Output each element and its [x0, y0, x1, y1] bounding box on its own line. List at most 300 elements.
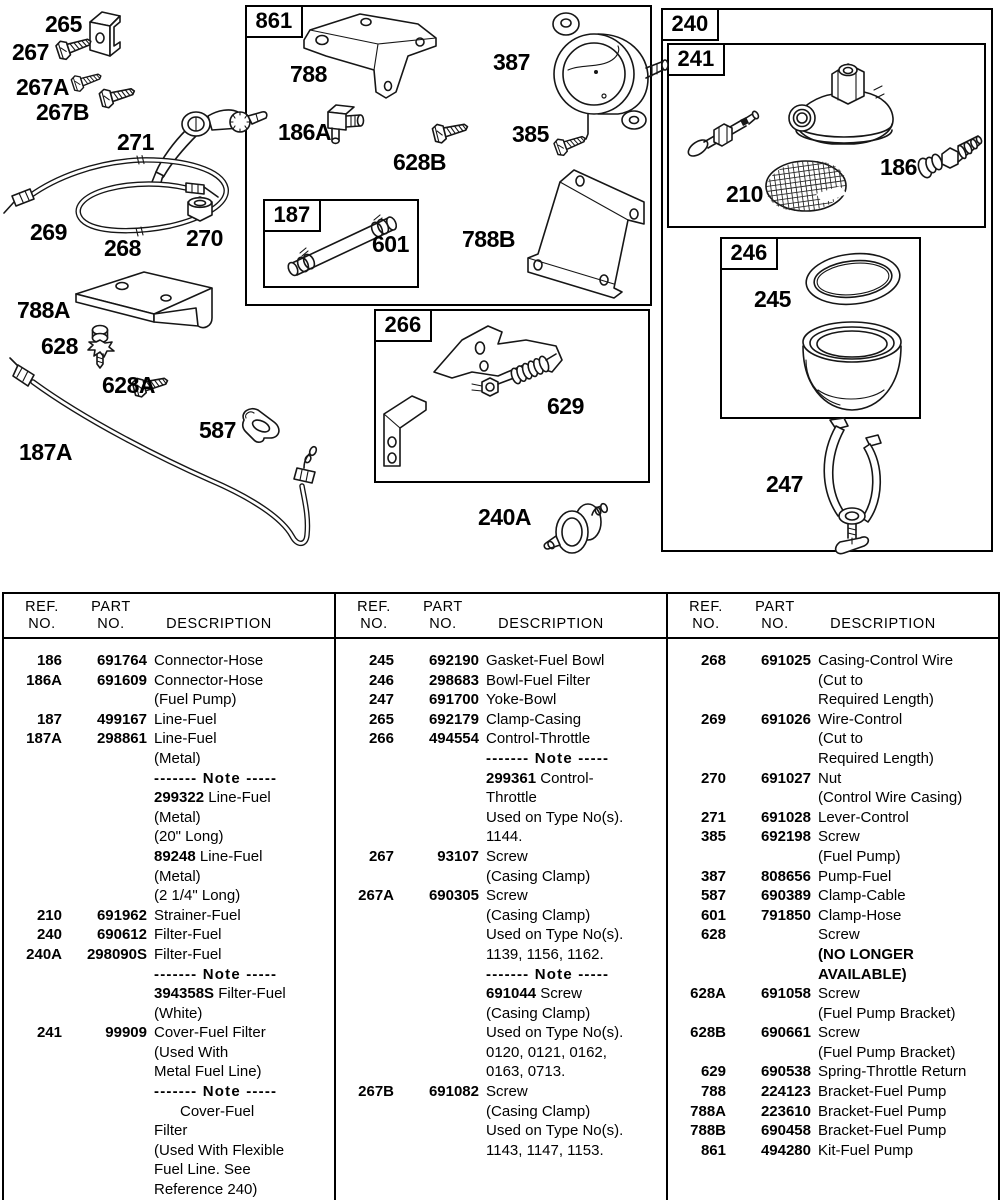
part-label-788B: 788B [462, 226, 515, 252]
description-cell: Casing-Control Wire [818, 652, 954, 669]
note-separator: ------- Note ----- [486, 749, 610, 767]
ref-no-cell: 240 [36, 926, 62, 944]
description-cell: Bracket-Fuel Pump [818, 1122, 947, 1140]
part-no-cell: 691764 [96, 652, 147, 669]
table-row [336, 809, 666, 829]
part-label-187A: 187A [19, 439, 72, 465]
description-cell: 299361 Control- [486, 769, 594, 787]
table-row [668, 887, 998, 907]
part-label-265: 265 [45, 11, 82, 37]
description-cell: Screw [486, 847, 528, 865]
box-label-240: 240 [661, 8, 720, 41]
note-part-no: 299322 [154, 789, 205, 807]
ref-no-cell: 187A [26, 730, 62, 748]
header-description: DESCRIPTION [166, 616, 272, 632]
table-row [4, 770, 334, 790]
table-row [668, 1005, 998, 1025]
box-label-241: 241 [667, 43, 726, 76]
table-row [336, 946, 666, 966]
description-cell: 1139, 1156, 1162. [486, 945, 604, 963]
header-part: PART [755, 599, 795, 615]
description-cell: (Metal) [154, 867, 201, 885]
table-row [668, 1044, 998, 1064]
table-row [668, 1103, 998, 1123]
table-row [4, 1161, 334, 1181]
table-row [668, 1142, 998, 1162]
description-cell: 0163, 0713. [486, 1063, 566, 1081]
note-separator: ------- Note ----- [154, 965, 278, 983]
part-label-269: 269 [30, 219, 67, 245]
description-cell: Used on Type No(s). [486, 1122, 624, 1140]
description-cell: (NO LONGER [818, 945, 914, 963]
description-cell: Pump-Fuel [818, 867, 892, 885]
part-label-247: 247 [766, 471, 803, 497]
ref-no-cell: 247 [368, 691, 394, 709]
lever-control-271-drawing [152, 110, 267, 186]
column-rows [336, 639, 666, 1161]
description-cell: 1143, 1147, 1153. [486, 1141, 604, 1159]
description-cell: (2 1/4" Long) [154, 887, 241, 905]
table-row [336, 730, 666, 750]
table-row [336, 652, 666, 672]
table-row [4, 828, 334, 848]
part-no-cell: 691026 [760, 710, 811, 728]
note-separator: ------- Note ----- [486, 965, 610, 983]
bowl-fuel-filter-246-drawing [803, 322, 901, 410]
table-column-1 [4, 594, 336, 1200]
table-row [668, 711, 998, 731]
description-cell: (Casing Clamp) [486, 1004, 591, 1022]
header-ref: NO. [692, 616, 720, 632]
ref-no-cell: 628A [690, 985, 726, 1003]
description-cell: Clamp-Cable [818, 887, 906, 905]
description-cell: Filter [154, 1122, 188, 1140]
description-cell: Connector-Hose [154, 671, 264, 689]
note-part-no: 691044 [486, 985, 537, 1003]
table-row [4, 1083, 334, 1103]
part-no-cell: 494280 [760, 1141, 811, 1159]
part-label-629: 629 [547, 393, 584, 419]
table-row [4, 789, 334, 809]
description-cell: Screw [486, 1083, 528, 1101]
description-cell: Cover-Fuel Filter [154, 1024, 266, 1042]
table-row [668, 848, 998, 868]
ref-no-cell: 788A [690, 1102, 726, 1120]
ref-no-cell: 385 [700, 828, 726, 846]
table-row [336, 887, 666, 907]
part-no-cell: 224123 [760, 1083, 811, 1101]
part-no-cell: 298861 [96, 730, 147, 748]
description-cell: 89248 Line-Fuel [154, 847, 263, 865]
part-label-271: 271 [117, 129, 154, 155]
description-cell: Kit-Fuel Pump [818, 1141, 914, 1159]
screw-385-drawing [553, 130, 588, 157]
ref-no-cell: 788 [700, 1083, 726, 1101]
table-row [668, 652, 998, 672]
table-row [336, 848, 666, 868]
strainer-fuel-210-drawing [756, 150, 855, 222]
description-cell: Spring-Throttle Return [818, 1063, 967, 1081]
table-row [336, 1103, 666, 1123]
ref-no-cell: 186A [26, 671, 62, 689]
header-ref: NO. [28, 616, 56, 632]
description-cell: Screw [818, 828, 860, 846]
header-ref: REF. [25, 599, 59, 615]
description-cell: Screw [818, 926, 860, 944]
part-no-cell: 690661 [760, 1024, 811, 1042]
screw-628-drawing [88, 326, 114, 369]
description-cell: Gasket-Fuel Bowl [486, 652, 605, 669]
header-description: DESCRIPTION [830, 616, 936, 632]
part-label-788: 788 [290, 61, 327, 87]
ref-no-cell: 788B [690, 1122, 726, 1140]
ref-no-cell: 861 [700, 1141, 726, 1159]
part-no-cell: 692198 [760, 828, 811, 846]
table-column-2 [336, 594, 668, 1200]
table-row [668, 1024, 998, 1044]
description-cell: (Casing Clamp) [486, 906, 591, 924]
table-row [336, 1063, 666, 1083]
table-column-3 [668, 594, 998, 1200]
table-row [4, 926, 334, 946]
part-label-628A: 628A [102, 372, 155, 398]
ref-no-cell: 271 [700, 808, 726, 826]
table-row [336, 711, 666, 731]
table-row [4, 868, 334, 888]
table-row [668, 1122, 998, 1142]
part-no-cell: 99909 [105, 1024, 147, 1042]
description-cell: Yoke-Bowl [486, 691, 557, 709]
bracket-fuel-pump-788b-drawing [528, 170, 644, 298]
ref-no-cell: 267 [368, 847, 394, 865]
description-cell: (White) [154, 1004, 203, 1022]
description-cell: Screw [486, 887, 528, 905]
description-cell: Required Length) [818, 749, 934, 767]
gasket-fuel-bowl-245-drawing [804, 249, 903, 309]
description-cell: Strainer-Fuel [154, 906, 241, 924]
table-row [668, 691, 998, 711]
ref-no-cell: 628B [690, 1024, 726, 1042]
description-cell: Filter-Fuel [154, 945, 222, 963]
part-no-cell: 692190 [428, 652, 479, 669]
part-no-cell: 298683 [428, 671, 479, 689]
table-row [4, 809, 334, 829]
part-no-cell: 691609 [96, 671, 147, 689]
header-part: PART [423, 599, 463, 615]
ref-no-cell: 269 [700, 710, 726, 728]
part-label-267B: 267B [36, 99, 89, 125]
part-no-cell: 791850 [760, 906, 811, 924]
table-row [336, 1005, 666, 1025]
note-separator: ------- Note ----- [154, 1083, 278, 1101]
part-label-186: 186 [880, 154, 917, 180]
table-row [336, 789, 666, 809]
table-row [668, 868, 998, 888]
ref-no-cell: 187 [36, 710, 62, 728]
part-no-cell: 691025 [760, 652, 811, 669]
part-no-cell: 690305 [428, 887, 479, 905]
table-row [336, 750, 666, 770]
box-label-266: 266 [374, 309, 433, 342]
ref-no-cell: 246 [368, 671, 394, 689]
box-label-861: 861 [245, 5, 304, 38]
table-row [336, 926, 666, 946]
table-row [4, 1181, 334, 1200]
description-cell: 1144. [486, 828, 523, 846]
table-row [4, 1122, 334, 1142]
box-label-187: 187 [263, 199, 322, 232]
header-part: NO. [97, 616, 125, 632]
description-cell: (Fuel Pump Bracket) [818, 1004, 956, 1022]
table-row [336, 1024, 666, 1044]
description-cell: Bracket-Fuel Pump [818, 1083, 947, 1101]
screw-267a-drawing [71, 68, 104, 92]
part-label-270: 270 [186, 225, 223, 251]
part-label-268: 268 [104, 235, 141, 261]
yoke-bowl-247-drawing [824, 418, 881, 554]
part-no-cell: 690612 [96, 926, 147, 944]
table-row [4, 1142, 334, 1162]
ref-no-cell: 587 [700, 887, 726, 905]
part-label-385: 385 [512, 121, 549, 147]
table-row [668, 809, 998, 829]
ref-no-cell: 241 [36, 1024, 62, 1042]
table-row [668, 789, 998, 809]
table-row [336, 1044, 666, 1064]
parts-table [2, 592, 1000, 1200]
part-no-cell: 499167 [96, 710, 147, 728]
description-cell: Bracket-Fuel Pump [818, 1102, 947, 1120]
ref-no-cell: 601 [700, 906, 726, 924]
ref-no-cell: 266 [368, 730, 394, 748]
description-cell: (Used With Flexible [154, 1141, 285, 1159]
description-cell: 0120, 0121, 0162, [486, 1043, 607, 1061]
description-cell: Used on Type No(s). [486, 808, 624, 826]
description-cell: Screw [818, 1024, 860, 1042]
description-cell: Metal Fuel Line) [154, 1063, 262, 1081]
description-cell: 394358S Filter-Fuel [154, 985, 286, 1003]
part-no-cell: 692179 [428, 710, 479, 728]
diagram-line-art [0, 0, 1000, 588]
table-row [336, 907, 666, 927]
pump-fuel-387-drawing [553, 13, 668, 139]
part-no-cell: 691962 [96, 906, 147, 924]
ref-no-cell: 267A [358, 887, 394, 905]
part-no-cell: 93107 [437, 847, 479, 865]
table-row [668, 828, 998, 848]
description-cell: Wire-Control [818, 710, 903, 728]
part-no-cell: 691028 [760, 808, 811, 826]
table-row [336, 1083, 666, 1103]
table-row [336, 985, 666, 1005]
ref-no-cell: 628 [700, 926, 726, 944]
part-no-cell: 494554 [428, 730, 479, 748]
nut-270-drawing [188, 197, 212, 221]
table-row [4, 1103, 334, 1123]
part-no-cell: 690538 [760, 1063, 811, 1081]
part-label-245: 245 [754, 286, 791, 312]
note-part-no: 89248 [154, 847, 196, 865]
part-label-628B: 628B [393, 149, 446, 175]
table-row [4, 946, 334, 966]
ref-no-cell: 240A [26, 945, 62, 963]
part-label-267: 267 [12, 39, 49, 65]
part-label-186A: 186A [278, 119, 331, 145]
header-part: NO. [761, 616, 789, 632]
column-rows [668, 639, 998, 1161]
ref-no-cell: 245 [368, 652, 394, 669]
description-cell: AVAILABLE) [818, 965, 907, 983]
description-cell: Reference 240) [154, 1181, 258, 1199]
part-no-cell: 691058 [760, 985, 811, 1003]
description-cell: (Cut to [818, 671, 864, 689]
part-label-601: 601 [372, 231, 409, 257]
description-cell: Cover-Fuel [180, 1102, 255, 1120]
table-row [4, 691, 334, 711]
header-ref: NO. [360, 616, 388, 632]
description-cell: Connector-Hose [154, 652, 264, 669]
part-no-cell: 808656 [760, 867, 811, 885]
table-row [668, 730, 998, 750]
description-cell: Used on Type No(s). [486, 926, 624, 944]
table-row [4, 966, 334, 986]
table-row [668, 1063, 998, 1083]
part-no-cell: 691082 [428, 1083, 479, 1101]
table-row [4, 887, 334, 907]
note-part-no: 299361 [486, 769, 537, 787]
description-cell: Nut [818, 769, 842, 787]
table-row [668, 770, 998, 790]
part-no-cell: 690458 [760, 1122, 811, 1140]
part-no-cell: 691027 [760, 769, 811, 787]
control-throttle-266-drawing [384, 326, 562, 466]
description-cell: Clamp-Casing [486, 710, 582, 728]
table-row [668, 946, 998, 966]
connector-hose-186-drawing [916, 136, 983, 180]
description-cell: Throttle [486, 789, 537, 807]
note-part-no: 394358S [154, 985, 215, 1003]
table-row [336, 1122, 666, 1142]
description-cell: (Used With [154, 1043, 229, 1061]
table-row [4, 1024, 334, 1044]
table-row [336, 672, 666, 692]
description-cell: Screw [818, 985, 860, 1003]
table-row [336, 828, 666, 848]
description-cell: Bowl-Fuel Filter [486, 671, 591, 689]
table-row [668, 907, 998, 927]
part-label-788A: 788A [17, 297, 70, 323]
description-cell: (Casing Clamp) [486, 1102, 591, 1120]
description-cell: (Fuel Pump Bracket) [818, 1043, 956, 1061]
part-label-628: 628 [41, 333, 78, 359]
screw-needle-241-drawing [686, 110, 760, 159]
screw-628b-drawing [432, 117, 470, 144]
column-header [4, 594, 334, 639]
part-no-cell: 691700 [428, 691, 479, 709]
table-row [4, 1044, 334, 1064]
exploded-diagram [0, 0, 1000, 588]
part-no-cell: 690389 [760, 887, 811, 905]
description-cell: Control-Throttle [486, 730, 591, 748]
description-cell: (Cut to [818, 730, 864, 748]
ref-no-cell: 267B [358, 1083, 394, 1101]
description-cell: Line-Fuel [154, 730, 217, 748]
header-part: NO. [429, 616, 457, 632]
table-row [4, 1005, 334, 1025]
column-rows [4, 639, 334, 1200]
description-cell: (Fuel Pump) [154, 691, 237, 709]
table-row [4, 730, 334, 750]
description-cell: (Control Wire Casing) [818, 789, 963, 807]
header-ref: REF. [689, 599, 723, 615]
part-no-cell: 223610 [760, 1102, 811, 1120]
table-row [668, 750, 998, 770]
description-cell: Fuel Line. See [154, 1161, 251, 1179]
table-row [668, 966, 998, 986]
part-label-267A: 267A [16, 74, 69, 100]
filter-fuel-240a-drawing [544, 503, 608, 553]
ref-no-cell: 629 [700, 1063, 726, 1081]
table-row [336, 868, 666, 888]
header-ref: REF. [357, 599, 391, 615]
part-no-cell: 298090S [86, 945, 147, 963]
clamp-casing-265-drawing [90, 12, 120, 56]
description-cell: (Casing Clamp) [486, 867, 591, 885]
table-row [4, 750, 334, 770]
part-label-587: 587 [199, 417, 236, 443]
description-cell: Line-Fuel [154, 710, 217, 728]
bracket-fuel-pump-788a-drawing [76, 272, 212, 328]
description-cell: Clamp-Hose [818, 906, 902, 924]
note-separator: ------- Note ----- [154, 769, 278, 787]
description-cell: (20" Long) [154, 828, 224, 846]
part-label-210: 210 [726, 181, 763, 207]
table-row [668, 985, 998, 1005]
description-cell: 691044 Screw [486, 985, 582, 1003]
table-row [668, 1083, 998, 1103]
ref-no-cell: 186 [36, 652, 62, 669]
table-row [336, 966, 666, 986]
table-row [668, 672, 998, 692]
part-label-387: 387 [493, 49, 530, 75]
header-description: DESCRIPTION [498, 616, 604, 632]
box-label-246: 246 [720, 237, 779, 270]
table-row [4, 672, 334, 692]
description-cell: Filter-Fuel [154, 926, 222, 944]
ref-no-cell: 270 [700, 769, 726, 787]
description-cell: (Metal) [154, 749, 201, 767]
ref-no-cell: 268 [700, 652, 726, 669]
column-header [336, 594, 666, 639]
description-cell: 299322 Line-Fuel [154, 789, 271, 807]
table-row [4, 1063, 334, 1083]
ref-no-cell: 210 [36, 906, 62, 924]
column-header [668, 594, 998, 639]
table-row [4, 985, 334, 1005]
description-cell: Lever-Control [818, 808, 909, 826]
table-row [4, 652, 334, 672]
description-cell: Used on Type No(s). [486, 1024, 624, 1042]
cover-fuel-filter-241-drawing [789, 64, 893, 144]
clamp-cable-587-drawing [243, 409, 279, 442]
table-row [336, 691, 666, 711]
table-row [4, 907, 334, 927]
connector-hose-186a-drawing [328, 105, 364, 143]
table-row [336, 770, 666, 790]
table-row [4, 711, 334, 731]
part-label-240A: 240A [478, 504, 531, 530]
description-cell: Required Length) [818, 691, 934, 709]
